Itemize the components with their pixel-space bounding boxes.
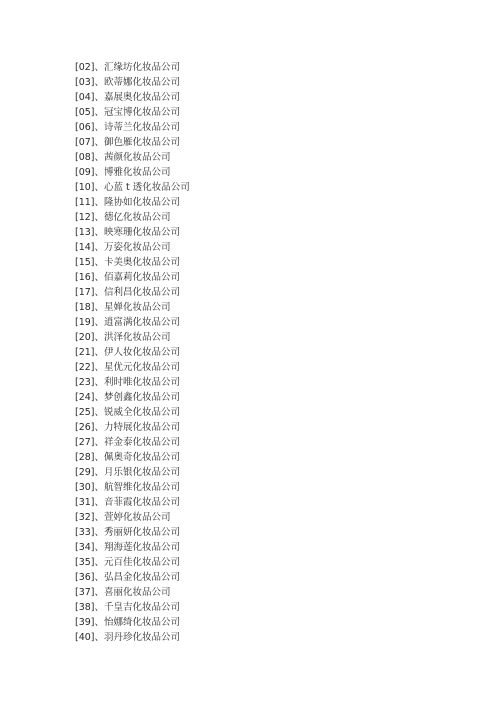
list-item	[75, 285, 190, 300]
list-item	[75, 495, 190, 510]
list-item	[75, 150, 190, 165]
list-item-text: [13]、映寒珊化妆品公司	[75, 227, 181, 238]
list-item	[75, 480, 190, 495]
list-item-text: [12]、德亿化妆品公司	[75, 212, 171, 223]
list-item-text: [21]、伊人妆化妆品公司	[75, 347, 181, 358]
list-item-text: [05]、冠宝博化妆品公司	[75, 107, 181, 118]
list-item-text: [17]、信利昌化妆品公司	[75, 287, 181, 298]
list-item	[75, 195, 190, 210]
list-item-text: [19]、逍富满化妆品公司	[75, 317, 181, 328]
list-item	[75, 630, 190, 645]
list-item	[75, 165, 190, 180]
list-item	[75, 555, 190, 570]
list-item-text: [33]、秀丽妍化妆品公司	[75, 527, 181, 538]
list-item-text: [23]、利时唯化妆品公司	[75, 377, 181, 388]
list-item-text: [30]、航智维化妆品公司	[75, 482, 181, 493]
list-item	[75, 525, 190, 540]
list-item-text: [32]、萱婷化妆品公司	[75, 512, 171, 523]
list-item-text: [39]、怡娜绮化妆品公司	[75, 617, 181, 628]
list-item	[75, 540, 190, 555]
list-item	[75, 570, 190, 585]
list-item-text: [31]、音菲霞化妆品公司	[75, 497, 181, 508]
list-item	[75, 330, 190, 345]
list-item-text: [26]、力特展化妆品公司	[75, 422, 181, 433]
list-item	[75, 390, 190, 405]
list-item-text: [29]、月乐银化妆品公司	[75, 467, 181, 478]
list-item-text: [24]、梦创鑫化妆品公司	[75, 392, 181, 403]
list-item	[75, 375, 190, 390]
list-item-text: [07]、御色雁化妆品公司	[75, 137, 181, 148]
list-item-text: [27]、祥金泰化妆品公司	[75, 437, 181, 448]
list-item-text: [37]、喜丽化妆品公司	[75, 587, 171, 598]
list-item-text: [34]、翔海莲化妆品公司	[75, 542, 181, 553]
list-item	[75, 405, 190, 420]
list-item	[75, 600, 190, 615]
list-item-text: [02]、汇缘坊化妆品公司	[75, 62, 181, 73]
list-item	[75, 210, 190, 225]
list-item	[75, 60, 190, 75]
list-item-text: [25]、锐威全化妆品公司	[75, 407, 181, 418]
list-item	[75, 360, 190, 375]
list-item	[75, 105, 190, 120]
list-item-text: [38]、千皇吉化妆品公司	[75, 602, 181, 613]
list-item-text: [18]、星婵化妆品公司	[75, 302, 171, 313]
list-item	[75, 90, 190, 105]
list-item-text: [04]、嘉展奥化妆品公司	[75, 92, 181, 103]
list-item-text: [22]、星优元化妆品公司	[75, 362, 181, 373]
list-item-text: [06]、诗蒂兰化妆品公司	[75, 122, 181, 133]
list-item	[75, 465, 190, 480]
list-item-text: [20]、洪泽化妆品公司	[75, 332, 171, 343]
list-item	[75, 450, 190, 465]
list-item-text: [40]、羽丹珍化妆品公司	[75, 632, 181, 643]
list-item-text: [11]、隆协如化妆品公司	[75, 197, 181, 208]
list-item	[75, 135, 190, 150]
list-item	[75, 615, 190, 630]
list-item-text: [10]、心蓝 t 透化妆品公司	[75, 182, 190, 193]
list-item	[75, 585, 190, 600]
list-item	[75, 510, 190, 525]
list-item-text: [36]、弘昌金化妆品公司	[75, 572, 181, 583]
list-item	[75, 225, 190, 240]
list-item-text: [14]、万姿化妆品公司	[75, 242, 171, 253]
list-item-text: [03]、欧蒂娜化妆品公司	[75, 77, 181, 88]
company-list	[75, 60, 190, 645]
list-item	[75, 435, 190, 450]
list-item	[75, 420, 190, 435]
list-item	[75, 315, 190, 330]
list-item	[75, 270, 190, 285]
list-item	[75, 300, 190, 315]
list-item	[75, 255, 190, 270]
list-item-text: [09]、博雅化妆品公司	[75, 167, 171, 178]
list-item	[75, 120, 190, 135]
list-item-text: [28]、佩奥奇化妆品公司	[75, 452, 181, 463]
list-item-text: [15]、卡美奥化妆品公司	[75, 257, 181, 268]
list-item	[75, 240, 190, 255]
list-item-text: [35]、元百佳化妆品公司	[75, 557, 181, 568]
list-item	[75, 180, 190, 195]
list-item-text: [08]、茜颜化妆品公司	[75, 152, 171, 163]
list-item	[75, 345, 190, 360]
list-item-text: [16]、佰嘉莉化妆品公司	[75, 272, 181, 283]
list-item	[75, 75, 190, 90]
